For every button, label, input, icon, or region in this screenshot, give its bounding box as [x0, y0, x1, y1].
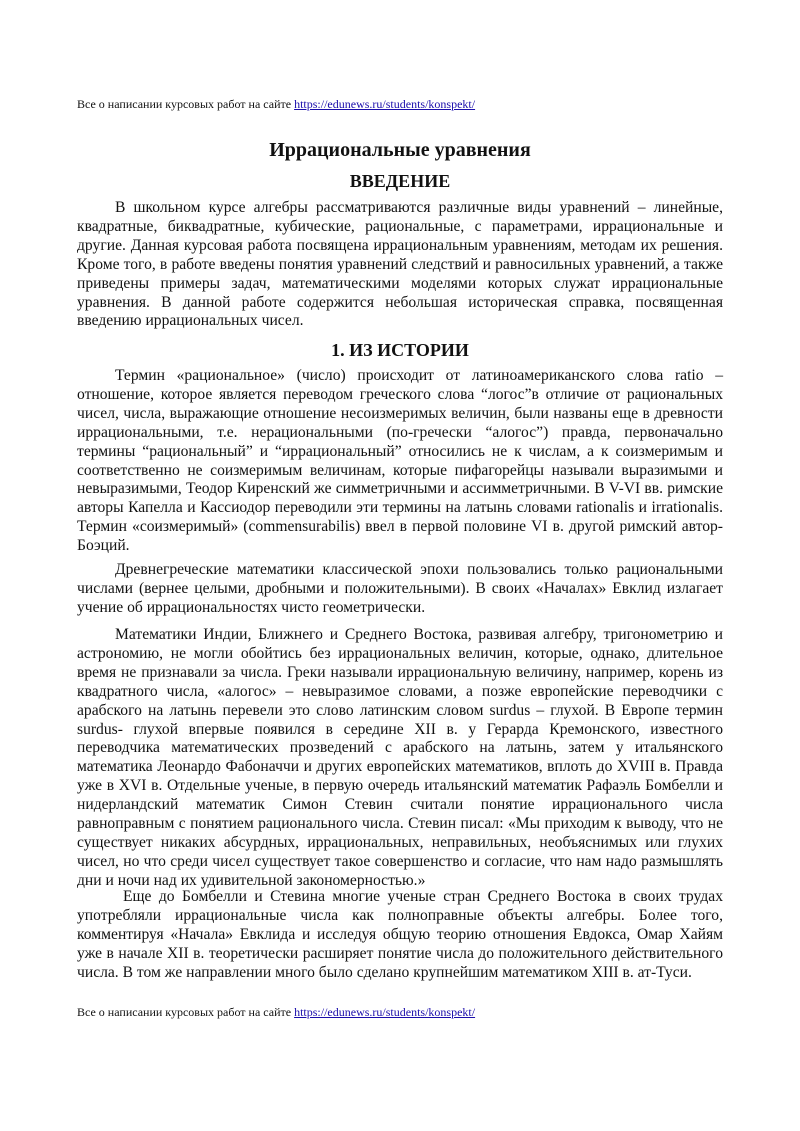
footer-note	[77, 1004, 475, 1020]
paragraph-history-4: Еще до Бомбелли и Стевина многие ученые стран Среднего Востока в своих трудах употребляли иррациональные числа как полноправные объекты алгебры. Более того, комментируя «Начала» Евклида и исследуя общую теорию отношения Евдокса, Омар Хайям уже в начале XII в. теоретически расширяет понятие числа до положительного действительного числа. В том же направлении много было сделано крупнейшим математиком XIII в. ат-Туси.	[77, 888, 723, 981]
paragraph-intro: В школьном курсе алгебры рассматриваются различные виды уравнений – линейные, квадратные, биквадратные, кубические, рациональные, с параметрами, иррациональные и другие. Данная курсовая работа посвящена иррациональным уравнениям, методам их решения. Кроме того, в работе введены понятия уравнений следствий и равносильных уравнений, а также приведены примеры задач, математическими моделями которых служат иррациональные уравнения. В данной работе содержится небольшая историческая справка, посвященная введению иррациональных чисел.	[77, 199, 723, 330]
section-heading-intro: ВВЕДЕНИЕ	[349, 171, 451, 191]
header-site-link[interactable]: https://edunews.ru/students/konspekt/	[294, 97, 476, 111]
document-title: Иррациональные уравнения	[269, 139, 531, 161]
paragraph-history-3: Математики Индии, Ближнего и Среднего Востока, развивая алгебру, тригонометрию и астрономию, не могли обойтись без иррациональных величин, которые, однако, длительное время не признавали за числа. Греки называли иррациональную величину, например, корень из квадратного числа, «алогос» – невыразимое словами, а позже европейские переводчики с арабского на латынь перевели это слово латинским словом surdus – глухой. В Европе термин surdus- глухой впервые появился в середине XII в. у Герарда Кремонского, известного переводчика математических прозведений с арабского на латынь, затем у итальянского математика Леонардо Фабоначчи и других европейских математиков, вплоть до XVIII в. Правда уже в XVI в. Отдельные ученые, в первую очередь итальянский математик Рафаэль Бомбелли и нидерландский математик Симон Стевин считали понятие иррационального числа равноправным с понятием рационального числа. Стевин писал: «Мы приходим к выводу, что не существует никаких абсурдных, иррациональных, неправильных, необъяснимых или глухих чисел, но что среди чисел существует такое совершенство и согласие, что нам надо размышлять дни и ночи над их удивительной закономерностью.»	[77, 626, 723, 889]
footer-note-text: Все о написании курсовых работ на сайте	[77, 1005, 295, 1019]
paragraph-history-2: Древнегреческие математики классической эпохи пользовались только рациональными числами (вернее целыми, дробными и положительными). В своих «Началах» Евклид излагает учение об иррациональностях чисто геометрически.	[77, 561, 723, 616]
header-note-text: Все о написании курсовых работ на сайте	[77, 97, 295, 111]
section-heading-history: 1. ИЗ ИСТОРИИ	[331, 340, 469, 360]
header-note	[77, 96, 475, 112]
paragraph-history-1: Термин «рациональное» (число) происходит от латиноамериканского слова ratio – отношение, которое является переводом греческого слова “логос”в отличие от рациональных чисел, числа, выражающие отношение несоизмеримых величин, были названы еще в древности иррациональными, т.е. нерациональными (по-гречески “алогос”) правда, первоначально термины “рациональный” и “иррациональный” относились не к числам, а к соизмеримым и соответственно не соизмеримым величинам, которые пифагорейцы называли выразимыми и невыразимыми, Теодор Киренский же симметричными и ассимметричными. В V-VI вв. римские авторы Капелла и Кассиодор переводили эти термины на латынь словами rationalis и irrationalis. Термин «соизмеримый» (commensurabilis) ввел в первой половине VI в. другой римский автор- Боэций.	[77, 367, 723, 555]
footer-site-link[interactable]: https://edunews.ru/students/konspekt/	[294, 1005, 476, 1019]
